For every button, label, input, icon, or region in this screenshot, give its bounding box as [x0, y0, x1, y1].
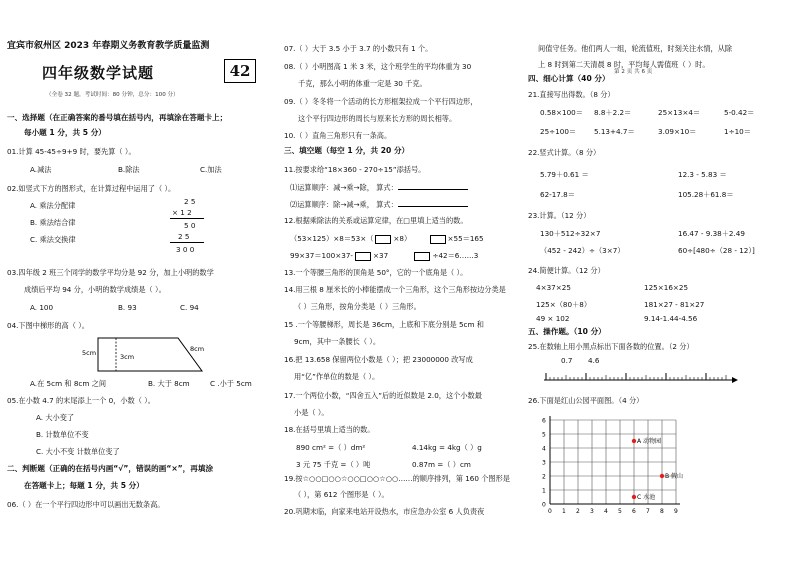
q12-r2c: ÷42＝6……3 [432, 251, 479, 260]
q5: 05.在小数 4.7 的末尾添上一个 0，小数（ ）。 [7, 396, 155, 405]
q4-opt-b[interactable]: B. 大于 8cm [148, 379, 190, 388]
q11-a-blank[interactable] [398, 182, 468, 190]
q13: 13.一个等腰三角形的顶角是 50°，它的一个底角是（ ）。 [284, 268, 468, 277]
label-3cm: 3cm [120, 353, 135, 361]
q8: 08.（ ）小明图高 1 米 3 米，这个班学生的平均体重为 30 [284, 62, 472, 71]
grid-y-tick-label: 2 [542, 473, 546, 481]
q9-cont: 这个平行四边形的周长与原来长方形的周长相等。 [298, 114, 457, 123]
exam-number: 42 [224, 59, 256, 83]
q24-r2-1: 125×（80＋8） [536, 300, 592, 309]
map-point-label: B 假山 [665, 473, 684, 480]
section-1-title-cont: 每小题 1 分，共 5 分） [24, 128, 106, 137]
page-stamp: 第 2 页 共 6 页 [614, 69, 653, 75]
grid-y-tick-label: 4 [542, 445, 546, 453]
grid-y-tick-label: 1 [542, 487, 546, 495]
map-point [632, 495, 636, 499]
q23-r2-1: （452 - 242）÷（3×7） [540, 246, 625, 255]
q18: 18.在括号里填上适当的数。 [284, 425, 375, 434]
q12-r2a: 99×37＝100×37- [290, 251, 353, 260]
q1-opt-b[interactable]: B.除法 [118, 165, 140, 174]
q11-a-text: ⑴运算顺序：减→乘→除， 算式： [290, 183, 398, 192]
q20-cont: 间值守任务。他们两人一组，轮流值班，时刻关注水情，从除 [538, 44, 733, 53]
q14-cont: （ ）三角形，按角分类是（ ）三角形。 [294, 302, 421, 311]
q12-row1 [290, 234, 484, 244]
q4: 04.下图中梯形的高（ ）。 [7, 321, 89, 330]
q4-opt-a[interactable]: A.在 5cm 和 8cm 之间 [30, 379, 107, 388]
q17-cont: 小是（ ）。 [294, 408, 329, 417]
section-4-title: 四、细心计算（40 分） [528, 74, 610, 83]
q17: 17.一个两位小数，“四舍五入”后的近似数是 2.0，这个小数最 [284, 391, 482, 400]
q15-cont: 9cm，其中一条腰长（ ）。 [294, 337, 381, 346]
q24-r3-2: 9.14-1.44-4.56 [644, 314, 698, 323]
q22-r2-1: 62-17.8＝ [540, 190, 575, 199]
column-right [528, 0, 794, 562]
calc-line-5: 3 0 0 [176, 245, 195, 254]
section-2-title: 二、判断题（正确的在括号内画“√”，错误的画“×”，再填涂 [7, 464, 214, 473]
q21: 21.直接写出得数。（8 分） [528, 90, 615, 99]
q19: 19.按☆○○□○○☆○○□○○☆○○……的顺序排列，第 160 个图形是 [284, 474, 510, 483]
column-left [0, 0, 272, 562]
q3-opt-c[interactable]: C. 94 [180, 303, 199, 312]
map-point [632, 439, 636, 443]
q18-r2-b: 0.87m =（ ）cm [412, 460, 471, 469]
q12: 12.根据乘除法的关系或运算定律，在□里填上适当的数。 [284, 216, 468, 225]
calc-line-2: × 1 2 [172, 208, 192, 217]
label-5cm: 5cm [82, 349, 97, 357]
q11-b [290, 199, 468, 209]
q18-r1-a: 890 cm² =（ ）dm² [296, 443, 366, 452]
q21-r2-3: 3.09×10＝ [658, 127, 697, 136]
q19-cont: （ ），第 612 个图形是（ ）。 [294, 490, 389, 499]
q12-r1b: ×8） [393, 234, 412, 243]
q11-a [290, 182, 468, 192]
section-2-title-cont: 在答题卡上；每题 1 分，共 5 分） [24, 481, 144, 490]
q25-val-2: 4.6 [588, 356, 600, 365]
q3: 03.四年级 2 班三个同学的数学平均分是 92 分，加上小明的数学 [7, 268, 214, 277]
q22-r2-2: 105.28＋61.8＝ [678, 190, 734, 199]
q2: 02.如竖式下方的图形式，在计算过程中运用了（ ）。 [7, 184, 176, 193]
q22-r1-1: 5.79＋0.61 ＝ [540, 170, 589, 179]
q12-box-2[interactable] [430, 235, 446, 244]
q2-opt-a[interactable]: A. 乘法分配律 [30, 201, 76, 210]
q21-r1-1: 0.58×100＝ [540, 108, 583, 117]
q24-r1-2: 125×16×25 [644, 283, 689, 292]
exam-title: 四年级数学试题 [42, 64, 155, 82]
grid-x-tick-label: 7 [646, 508, 650, 515]
q21-r2-1: 25÷100＝ [540, 127, 577, 136]
trapezoid-shape [98, 338, 205, 371]
grid-x-tick-label: 3 [590, 508, 594, 515]
q2-opt-c[interactable]: C. 乘法交换律 [30, 235, 76, 244]
calc-rule-1 [170, 218, 204, 219]
q10: 10.（ ）直角三角形只有一条高。 [284, 131, 392, 140]
map-point-label: A 动物园 [637, 438, 662, 445]
q1-opt-c[interactable]: C.加法 [200, 165, 222, 174]
q24-r1-1: 4×37×25 [536, 283, 571, 292]
section-1-title: 一、选择题（在正确答案的番号填在括号内，再填涂在答题卡上； [7, 113, 228, 122]
calc-line-3: 5 0 [184, 221, 196, 230]
q22-r1-2: 12.3 - 5.83 ＝ [678, 170, 727, 179]
grid-x-tick-label: 6 [632, 508, 636, 515]
column-middle [272, 0, 528, 562]
grid-x-tick-label: 9 [674, 508, 678, 515]
q3-opt-a[interactable]: A. 100 [30, 303, 54, 312]
park-map-grid[interactable] [534, 408, 704, 516]
exam-note: （全卷 32 题，考试时间：80 分钟，总分：100 分） [46, 92, 179, 98]
q3-opt-b[interactable]: B. 93 [118, 303, 137, 312]
q21-r1-2: 8.8＋2.2＝ [594, 108, 632, 117]
grid-x-tick-label: 5 [618, 508, 622, 515]
calc-line-1: 2 5 [184, 197, 196, 206]
q26: 26.下面是红山公园平面图。（4 分） [528, 396, 644, 405]
q24: 24.简便计算。（12 分） [528, 266, 605, 275]
q23: 23.计算。（12 分） [528, 211, 591, 220]
q24-r2-2: 181×27 - 81×27 [644, 300, 705, 309]
q22: 22.竖式计算。（8 分） [528, 148, 601, 157]
q21-r1-3: 25×13×4＝ [658, 108, 701, 117]
q8-cont: 千克，那么小明的体重一定是 30 千克。 [298, 79, 427, 88]
trapezoid-figure [80, 333, 220, 375]
grid-x-tick-label: 2 [576, 508, 580, 515]
section-5-title: 五、操作题。（10 分） [528, 327, 606, 336]
grid-x-tick-label: 0 [548, 508, 552, 515]
school-line: 宜宾市叙州区 2023 年春期义务教育教学质量监测 [7, 41, 210, 51]
q15: 15 .一个等腰梯形，周长是 36cm，上底和下底分别是 5cm 和 [284, 320, 484, 329]
label-8cm: 8cm [190, 345, 205, 353]
q1: 01.计算 45-45÷9+9 时，要先算（ ）。 [7, 147, 136, 156]
q23-r2-2: 60÷[480÷（28 - 12）] [678, 246, 755, 255]
q12-box-3[interactable] [355, 252, 371, 261]
q16: 16.把 13.658 保留两位小数是（ ）；把 23000000 改写成 [284, 355, 473, 364]
q1-opt-a[interactable]: A.减法 [30, 165, 52, 174]
q5-opt-c[interactable]: C. 大小不变 计数单位变了 [36, 447, 120, 456]
q23-r1-2: 16.47 - 9.38＋2.49 [678, 229, 745, 238]
grid-x-tick-label: 1 [562, 508, 566, 515]
grid-y-tick-label: 5 [542, 431, 546, 439]
q12-r1c: ×55＝165 [447, 234, 484, 243]
q4-opt-c[interactable]: C .小于 5cm [210, 379, 252, 388]
q6: 06.（ ）在一个平行四边形中可以画出无数条高。 [7, 500, 165, 509]
q14: 14.用三根 8 厘米长的小棒能摆成一个三角形，这个三角形按边分类是 [284, 285, 506, 294]
q12-row2 [290, 251, 478, 261]
q20-cont-2: 上 8 时到第二天清晨 8 时，平均每人需值班（ ）时。 [538, 60, 710, 69]
grid-x-tick-label: 8 [660, 508, 664, 515]
q5-opt-a[interactable]: A. 大小变了 [36, 413, 75, 422]
q21-r2-2: 5.13+4.7＝ [594, 127, 635, 136]
map-point-label: C 水池 [637, 494, 656, 501]
q12-r2b: ×37 [372, 251, 389, 260]
q11: 11.按要求给“18×360 - 270÷15”添括号。 [284, 165, 426, 174]
calc-line-4: 2 5 [178, 232, 190, 241]
q18-r1-b: 4.14kg = 4kg（ ）g [412, 443, 482, 452]
q21-r1-4: 5-0.42＝ [724, 108, 755, 117]
grid-y-tick-label: 0 [542, 501, 546, 509]
q11-b-blank[interactable] [398, 199, 468, 207]
q7: 07.（ ）大于 3.5 小于 3.7 的小数只有 1 个。 [284, 44, 433, 53]
grid-y-tick-label: 3 [542, 459, 546, 467]
q23-r1-1: 130＋512÷32×7 [540, 229, 601, 238]
q25-val-1: 0.7 [561, 356, 573, 365]
grid-x-tick-label: 4 [604, 508, 608, 515]
calc-rule-2 [170, 242, 204, 243]
q12-box-1[interactable] [375, 235, 391, 244]
section-3-title: 三、填空题（每空 1 分，共 20 分） [284, 146, 410, 155]
q20: 20.巩期末临，向家来电站开设热水，市应急办公室 6 人负责夜 [284, 507, 485, 516]
q3-cont: 成绩后平均 94 分，小明的数学成绩是（ ）。 [24, 285, 166, 294]
q25: 25.在数轴上用小黑点标出下面各数的位置。（2 分） [528, 342, 694, 351]
q11-b-text: ⑵运算顺序：除→减→乘， 算式： [290, 200, 398, 209]
q21-r2-4: 1÷10＝ [724, 127, 751, 136]
q12-r1a: （53×125）×8＝53×（ [290, 234, 374, 243]
map-point [660, 474, 664, 478]
q18-r2-a: 3 元 75 千克 =（ ）吨 [296, 460, 371, 469]
q9: 09.（ ）冬冬将一个活动的长方形框架拉成一个平行四边形， [284, 97, 478, 106]
q12-box-4[interactable] [414, 252, 430, 261]
q5-opt-b[interactable]: B. 计数单位不变 [36, 430, 89, 439]
q16-cont: 用“亿”作单位的数是（ ）。 [294, 372, 380, 381]
q2-opt-b[interactable]: B. 乘法结合律 [30, 218, 76, 227]
number-line-arrow [732, 377, 738, 383]
q24-r3-1: 49 × 102 [536, 314, 570, 323]
grid-y-tick-label: 6 [542, 417, 546, 425]
number-line[interactable] [542, 368, 738, 388]
